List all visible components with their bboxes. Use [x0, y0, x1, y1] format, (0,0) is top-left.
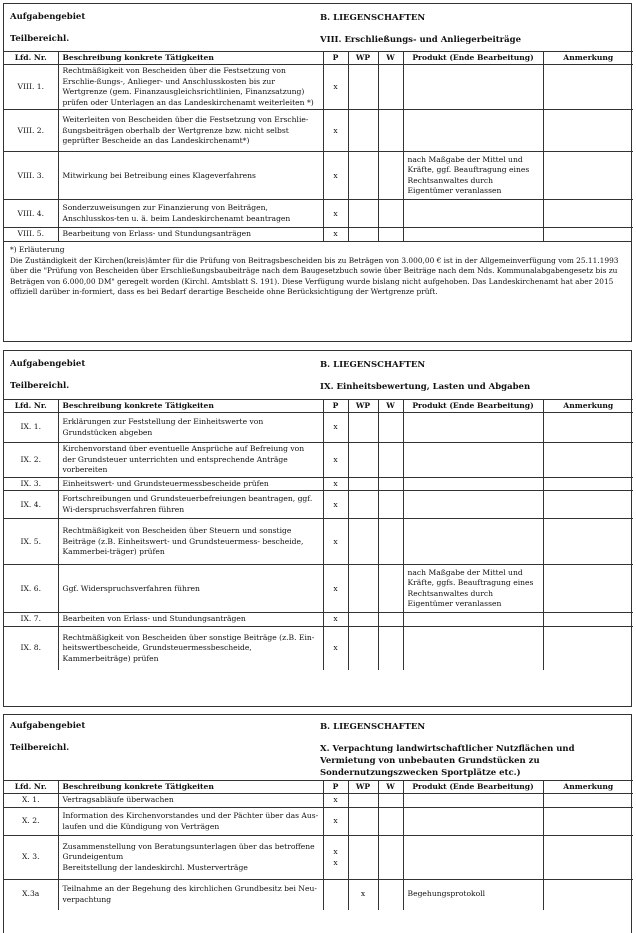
row-description: Einheitswert- und Grundsteuermessbescheide prüfen	[58, 477, 323, 491]
row-description: Teilnahme an der Begehung des kirchlichen Grundbesitz bei Neu-verpachtung	[58, 880, 323, 910]
row-description: Information des Kirchenvorstandes und der Pächter über das Aus-laufen und die Kündigung von Verträgen	[58, 808, 323, 836]
row-number: VIII. 2.	[4, 110, 58, 152]
col-w-mark	[378, 110, 403, 152]
table-row	[4, 519, 633, 565]
explanation-note	[4, 241, 631, 301]
row-product: nach Maßgabe der Mittel und Kräfte, ggf. Beauftragung eines Rechtsanwaltes durch Eigentümer veranlassen	[403, 152, 543, 200]
column-header: WP	[348, 52, 378, 65]
row-remark	[543, 565, 633, 613]
col-wp-mark	[348, 228, 378, 241]
sub-label: Teilbereichl.	[10, 381, 70, 391]
row-remark	[543, 152, 633, 200]
col-wp-mark	[348, 413, 378, 443]
row-remark	[543, 477, 633, 491]
table-header-row	[4, 781, 633, 794]
col-w-mark	[378, 65, 403, 110]
table-row	[4, 228, 633, 241]
table-row	[4, 808, 633, 836]
row-remark	[543, 880, 633, 910]
row-product	[403, 477, 543, 491]
col-p-mark: x	[323, 565, 348, 613]
column-header: Anmerkung	[543, 400, 633, 413]
column-header: WP	[348, 781, 378, 794]
row-remark	[543, 519, 633, 565]
row-product	[403, 626, 543, 670]
table-row	[4, 836, 633, 880]
row-description: Kirchenvorstand über eventuelle Ansprüche auf Befreiung von der Grundsteuer unterrichten und entsprechende Anträge vorbereiten	[58, 443, 323, 478]
row-number: X. 2.	[4, 808, 58, 836]
row-number: X.3a	[4, 880, 58, 910]
row-description: Bearbeiten von Erlass- und Stundungsanträgen	[58, 613, 323, 627]
sub-value: X. Verpachtung landwirtschaftlicher Nutzflächen und Vermietung von unbebauten Grundstücken zu Sondernutzungszwecken Sportplätze etc.)	[320, 744, 575, 778]
row-remark	[543, 200, 633, 228]
row-remark	[543, 794, 633, 808]
row-number: IX. 5.	[4, 519, 58, 565]
row-number: X. 3.	[4, 836, 58, 880]
row-description: Rechtmäßigkeit von Bescheiden über sonstige Beiträge (z.B. Ein-heitswertbescheide, Grundsteuermessbescheide, Kammerbeiträge) prüfen	[58, 626, 323, 670]
table-header-row	[4, 52, 633, 65]
row-product	[403, 794, 543, 808]
col-p-mark: x x	[323, 836, 348, 880]
column-header: P	[323, 781, 348, 794]
table-header-row	[4, 400, 633, 413]
col-wp-mark	[348, 443, 378, 478]
area-label: Aufgabengebiet	[10, 12, 86, 22]
col-wp-mark: x	[348, 880, 378, 910]
column-header: Beschreibung konkrete Tätigkeiten	[58, 400, 323, 413]
row-product	[403, 65, 543, 110]
col-p-mark: x	[323, 519, 348, 565]
col-p-mark: x	[323, 477, 348, 491]
col-wp-mark	[348, 152, 378, 200]
row-description: Fortschreibungen und Grundsteuerbefreiungen beantragen, ggf. Wi-derspruchsverfahren führen	[58, 491, 323, 519]
row-description: Rechtmäßigkeit von Bescheiden über die Festsetzung von Erschlie-ßungs-, Anlieger- und Anschlusskosten bis zur Wertgrenze (gem. Finanzausgleichsrichtlinien, Finanzsatzung) prüfen oder Unterlagen an das Landeskirchenamt weiterleiten *)	[58, 65, 323, 110]
table-row	[4, 65, 633, 110]
col-p-mark	[323, 880, 348, 910]
row-description: Mitwirkung bei Betreibung eines Klageverfahrens	[58, 152, 323, 200]
column-header: Produkt (Ende Bearbeitung)	[403, 400, 543, 413]
sub-label: Teilbereichl.	[10, 743, 70, 753]
row-number: VIII. 3.	[4, 152, 58, 200]
col-wp-mark	[348, 626, 378, 670]
row-remark	[543, 413, 633, 443]
row-remark	[543, 626, 633, 670]
col-p-mark: x	[323, 794, 348, 808]
table-row	[4, 477, 633, 491]
sub-value: VIII. Erschließungs- und Anliegerbeiträge	[320, 35, 522, 45]
col-p-mark: x	[323, 228, 348, 241]
row-product	[403, 228, 543, 241]
row-number: VIII. 1.	[4, 65, 58, 110]
column-header: W	[378, 52, 403, 65]
row-number: VIII. 4.	[4, 200, 58, 228]
column-header: WP	[348, 400, 378, 413]
col-w-mark	[378, 200, 403, 228]
row-product	[403, 808, 543, 836]
row-description: Zusammenstellung von Beratungsunterlagen über das betroffene Grundeigentum Bereitstellung der landeskirchl. Musterverträge	[58, 836, 323, 880]
table-row	[4, 491, 633, 519]
col-w-mark	[378, 477, 403, 491]
col-w-mark	[378, 808, 403, 836]
section-header	[4, 715, 631, 780]
row-number: IX. 2.	[4, 443, 58, 478]
row-number: IX. 4.	[4, 491, 58, 519]
row-remark	[543, 65, 633, 110]
col-wp-mark	[348, 65, 378, 110]
col-p-mark: x	[323, 110, 348, 152]
row-remark	[543, 613, 633, 627]
row-product	[403, 519, 543, 565]
column-header: Lfd. Nr.	[4, 52, 58, 65]
col-wp-mark	[348, 565, 378, 613]
col-wp-mark	[348, 836, 378, 880]
row-product	[403, 836, 543, 880]
col-wp-mark	[348, 477, 378, 491]
col-w-mark	[378, 152, 403, 200]
col-wp-mark	[348, 808, 378, 836]
row-number: IX. 8.	[4, 626, 58, 670]
row-product	[403, 200, 543, 228]
row-description: Sonderzuweisungen zur Finanzierung von Beiträgen, Anschlusskos-ten u. ä. beim Landeskirchenamt beantragen	[58, 200, 323, 228]
col-p-mark: x	[323, 443, 348, 478]
row-description: Bearbeitung von Erlass- und Stundungsanträgen	[58, 228, 323, 241]
column-header: P	[323, 400, 348, 413]
col-wp-mark	[348, 491, 378, 519]
col-w-mark	[378, 413, 403, 443]
table-row	[4, 200, 633, 228]
col-wp-mark	[348, 200, 378, 228]
sub-label: Teilbereichl.	[10, 34, 70, 44]
col-w-mark	[378, 794, 403, 808]
row-product: nach Maßgabe der Mittel und Kräfte, ggfs. Beauftragung eines Rechtsanwaltes durch Eigentümer veranlassen	[403, 565, 543, 613]
row-product	[403, 491, 543, 519]
column-header: Anmerkung	[543, 781, 633, 794]
column-header: Lfd. Nr.	[4, 400, 58, 413]
col-w-mark	[378, 519, 403, 565]
row-description: Ggf. Widerspruchsverfahren führen	[58, 565, 323, 613]
col-wp-mark	[348, 794, 378, 808]
table-row	[4, 443, 633, 478]
column-header: W	[378, 400, 403, 413]
area-value: B. LIEGENSCHAFTEN	[320, 360, 426, 370]
row-product	[403, 613, 543, 627]
col-w-mark	[378, 443, 403, 478]
row-product	[403, 413, 543, 443]
row-remark	[543, 110, 633, 152]
column-header: P	[323, 52, 348, 65]
row-number: IX. 1.	[4, 413, 58, 443]
row-description: Weiterleiten von Bescheiden über die Festsetzung von Erschlie-ßungsbeiträgen oberhalb der Wertgrenze bzw. nicht selbst geprüfter Bescheide an das Landeskirchenamt*)	[58, 110, 323, 152]
col-w-mark	[378, 880, 403, 910]
area-value: B. LIEGENSCHAFTEN	[320, 722, 426, 732]
tasks-table	[4, 780, 633, 910]
row-number: VIII. 5.	[4, 228, 58, 241]
table-row	[4, 880, 633, 910]
row-description: Rechtmäßigkeit von Bescheiden über Steuern und sonstige Beiträge (z.B. Einheitswert- und Grundsteuermess- bescheide, Kammerbei-träger) prüfen	[58, 519, 323, 565]
row-product	[403, 443, 543, 478]
row-product	[403, 110, 543, 152]
column-header: Produkt (Ende Bearbeitung)	[403, 52, 543, 65]
col-w-mark	[378, 565, 403, 613]
area-label: Aufgabengebiet	[10, 721, 86, 731]
col-p-mark: x	[323, 413, 348, 443]
column-header: Anmerkung	[543, 52, 633, 65]
row-remark	[543, 836, 633, 880]
col-w-mark	[378, 626, 403, 670]
column-header: Produkt (Ende Bearbeitung)	[403, 781, 543, 794]
row-description: Erklärungen zur Feststellung der Einheitswerte von Grundstücken abgeben	[58, 413, 323, 443]
table-row	[4, 152, 633, 200]
col-p-mark: x	[323, 808, 348, 836]
note-title: *) Erläuterung	[10, 244, 65, 254]
row-number: IX. 7.	[4, 613, 58, 627]
table-row	[4, 110, 633, 152]
note-text: Die Zuständigkeit der Kirchen(kreis)ämter für die Prüfung von Beitragsbescheiden bis zu Beträgen von 3.000,00 € ist in der Allgemeinverfügung vom 25.11.1993 über die "Prüfung von Bescheiden über Erschließungsbaubeiträge nach dem Baugesetzbuch sowie über Beiträge nach dem Nds. Kommunalabgabengesetz bis zu Beträgen von 6.000,00 DM" geregelt worden (Kirchl. Amtsblatt S. 191). Diese Verfügung wurde bislang nicht aufgehoben. Das Landeskirchenamt hat aber 2015 offiziell darüber in-formiert, dass es bei Bedarf derartige Bescheide ohne Berücksichtigung der Wertgrenze prüft.	[10, 255, 619, 297]
col-wp-mark	[348, 519, 378, 565]
table-row	[4, 794, 633, 808]
table-row	[4, 626, 633, 670]
tasks-table	[4, 51, 633, 241]
section-header	[4, 351, 631, 399]
section-viii	[3, 3, 632, 342]
table-row	[4, 565, 633, 613]
row-number: X. 1.	[4, 794, 58, 808]
section-ix	[3, 350, 632, 707]
tasks-table	[4, 399, 633, 670]
area-value: B. LIEGENSCHAFTEN	[320, 13, 426, 23]
col-w-mark	[378, 836, 403, 880]
row-remark	[543, 808, 633, 836]
area-label: Aufgabengebiet	[10, 359, 86, 369]
col-wp-mark	[348, 110, 378, 152]
col-w-mark	[378, 613, 403, 627]
section-x	[3, 714, 632, 933]
row-remark	[543, 443, 633, 478]
sub-value: IX. Einheitsbewertung, Lasten und Abgaben	[320, 382, 531, 392]
col-p-mark: x	[323, 491, 348, 519]
column-header: Beschreibung konkrete Tätigkeiten	[58, 781, 323, 794]
col-p-mark: x	[323, 200, 348, 228]
col-p-mark: x	[323, 613, 348, 627]
row-number: IX. 6.	[4, 565, 58, 613]
col-wp-mark	[348, 613, 378, 627]
col-p-mark: x	[323, 152, 348, 200]
table-row	[4, 413, 633, 443]
table-row	[4, 613, 633, 627]
row-product: Begehungsprotokoll	[403, 880, 543, 910]
row-number: IX. 3.	[4, 477, 58, 491]
row-description: Vertragsabläufe überwachen	[58, 794, 323, 808]
column-header: Beschreibung konkrete Tätigkeiten	[58, 52, 323, 65]
col-p-mark: x	[323, 626, 348, 670]
row-remark	[543, 228, 633, 241]
col-p-mark: x	[323, 65, 348, 110]
col-w-mark	[378, 491, 403, 519]
column-header: W	[378, 781, 403, 794]
column-header: Lfd. Nr.	[4, 781, 58, 794]
section-header	[4, 4, 631, 51]
row-remark	[543, 491, 633, 519]
col-w-mark	[378, 228, 403, 241]
